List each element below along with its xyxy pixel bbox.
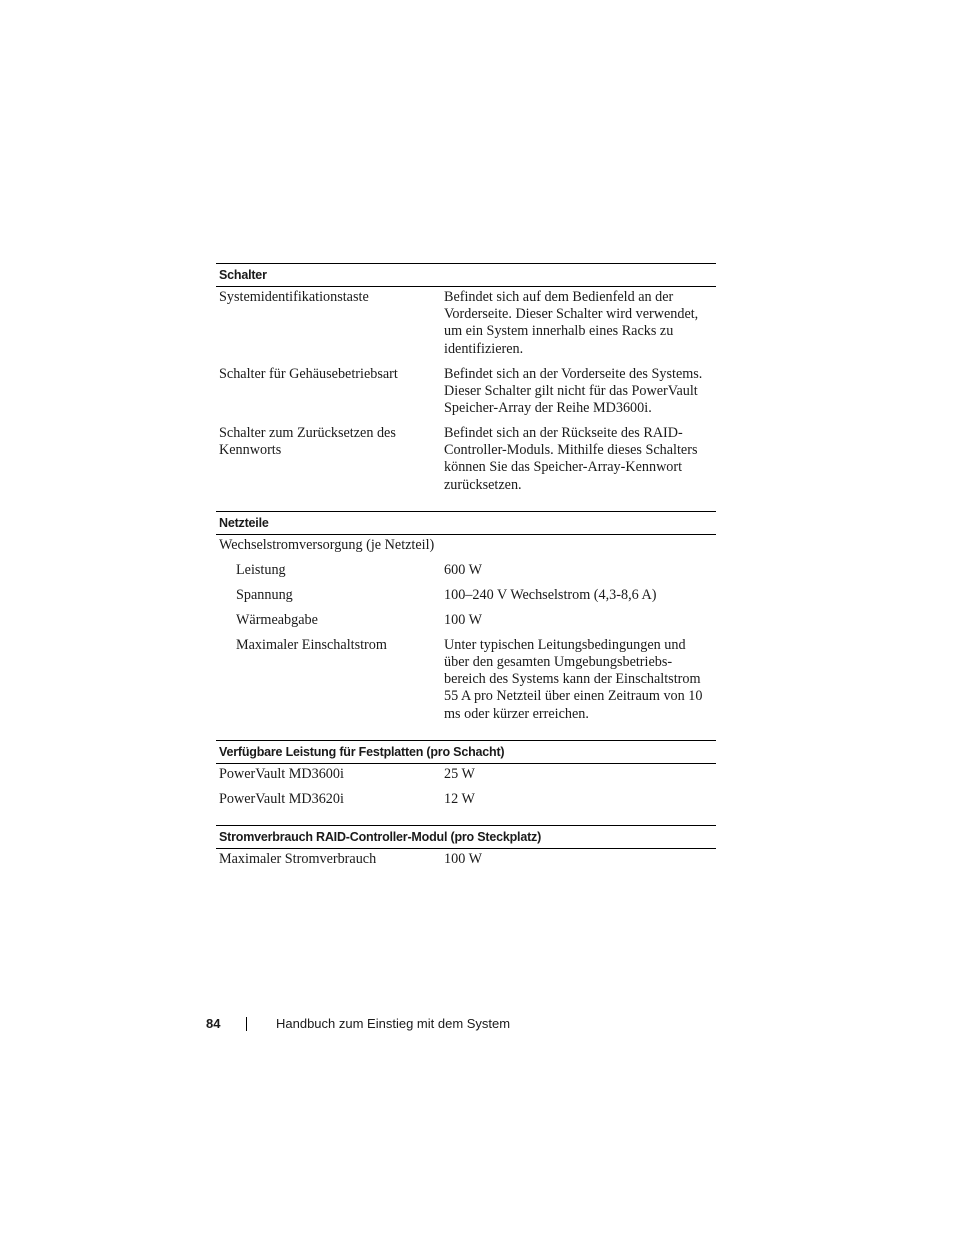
table-row (216, 425, 716, 494)
table-row (216, 791, 716, 808)
row-label: Wärmeabgabe (236, 611, 318, 628)
row-value: 100 W (444, 851, 482, 868)
footer-divider (246, 1017, 247, 1031)
table-row (216, 766, 716, 783)
row-label: Spannung (236, 586, 293, 603)
row-label: Maximaler Stromverbrauch (219, 851, 377, 868)
table-row (216, 851, 716, 868)
spec-table (216, 263, 716, 885)
row-value: 25 W (444, 765, 475, 782)
table-row (216, 366, 716, 418)
footer-title: Handbuch zum Einstieg mit dem System (276, 1016, 511, 1031)
row-label: Schalter für Gehäusebetriebsart (219, 365, 398, 382)
row-label: PowerVault MD3620i (219, 790, 344, 807)
row-label: Systemidentifikationstaste (219, 289, 369, 305)
page-number: 84 (206, 1016, 221, 1031)
section-header: Schalter (216, 263, 716, 287)
row-label: Schalter zum Zurücksetzen des Kennworts (219, 425, 396, 459)
table-row (216, 612, 716, 629)
row-value: Befindet sich auf dem Bedienfeld an der Vorderseite. Dieser Schalter wird verwendet, um ein System innerhalb eines Racks zu identifizieren. (444, 289, 699, 357)
row-value: Unter typischen Leitungsbedingungen und über den gesamten Umgebungsbetriebs-bereich des Systems kann der Einschaltstrom 55 A pro Netzteil über einen Zeitraum von 10 ms oder kürzer erreichen. (444, 636, 703, 722)
table-row (216, 562, 716, 579)
row-value: 100 W (444, 611, 482, 628)
row-value: Befindet sich an der Vorderseite des Systems. Dieser Schalter gilt nicht für das PowerVault Speicher-Array der Reihe MD3600i. (444, 365, 703, 417)
row-subheading: Wechselstromversorgung (je Netzteil) (219, 536, 435, 553)
row-value: 100–240 V Wechselstrom (4,3-8,6 A) (444, 586, 657, 603)
row-label: PowerVault MD3600i (219, 765, 344, 782)
section-header: Verfügbare Leistung für Festplatten (pro Schacht) (216, 740, 716, 764)
row-label: Leistung (236, 561, 286, 578)
section-header: Stromverbrauch RAID-Controller-Modul (pro Steckplatz) (216, 825, 716, 849)
section-schalter (216, 263, 716, 494)
row-value: 12 W (444, 790, 475, 807)
section-header: Netzteile (216, 511, 716, 535)
section-verfuegbare-leistung (216, 740, 716, 808)
table-row (216, 637, 716, 723)
row-value: Befindet sich an der Rückseite des RAID-Controller-Moduls. Mithilfe dieses Schalters können Sie das Speicher-Array-Kennwort zurücksetzen. (444, 425, 698, 493)
table-subheading-row (216, 537, 716, 554)
row-label: Maximaler Einschaltstrom (236, 636, 387, 653)
section-netzteile (216, 511, 716, 723)
row-value: 600 W (444, 561, 482, 578)
table-row (216, 289, 716, 358)
page-footer (206, 1015, 510, 1033)
table-row (216, 587, 716, 604)
section-stromverbrauch (216, 825, 716, 868)
